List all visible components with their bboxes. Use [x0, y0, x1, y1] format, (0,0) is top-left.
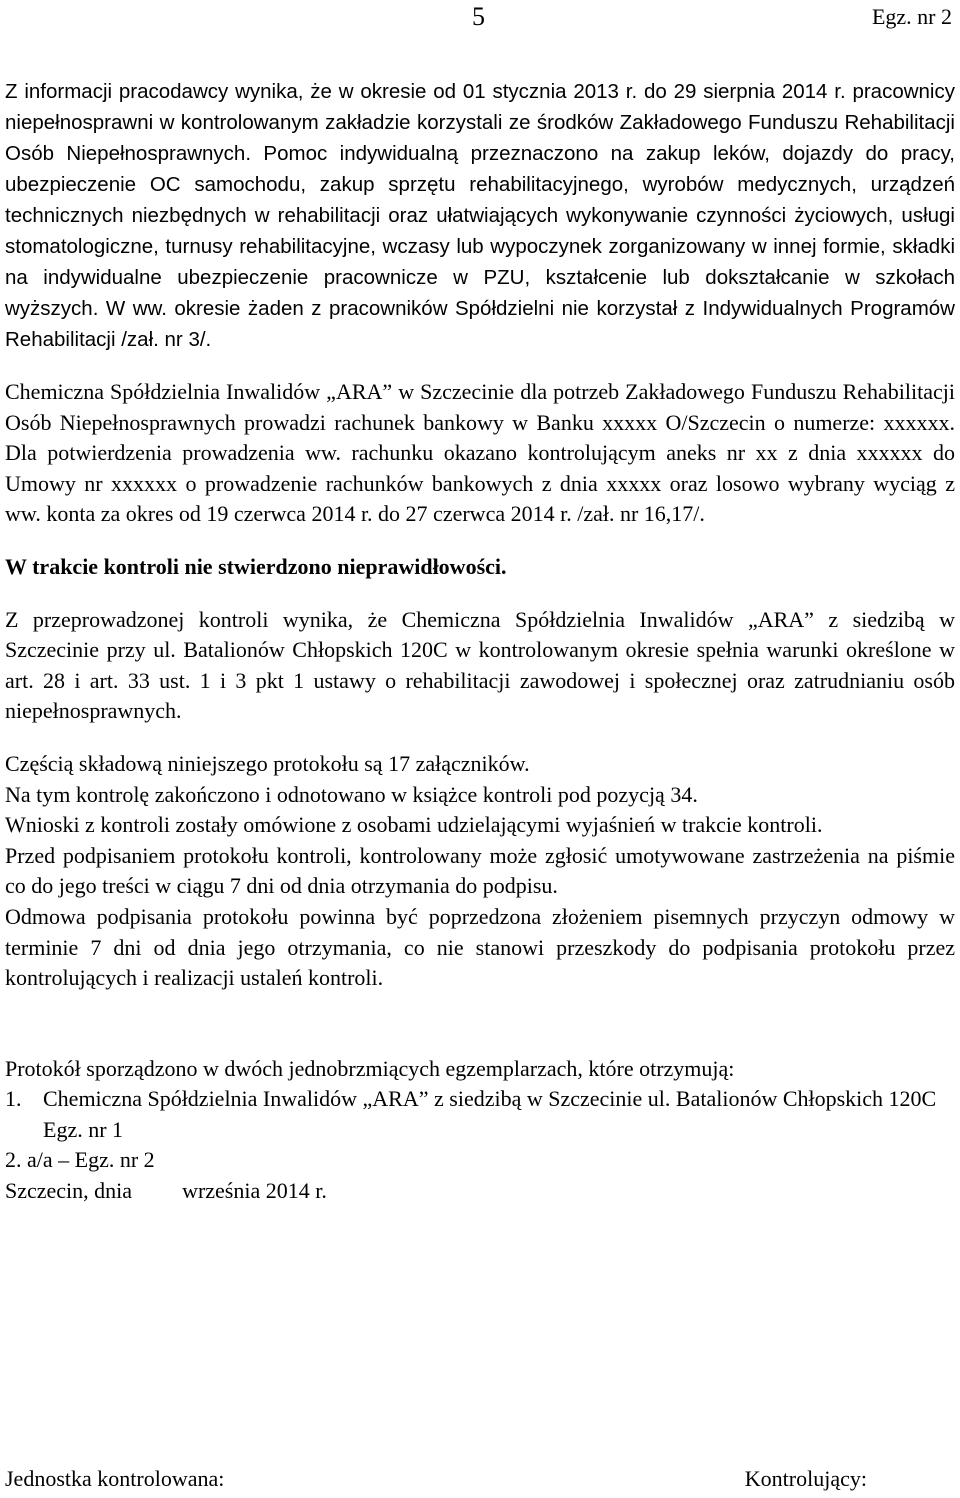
- signature-inspector: Kontrolujący:: [744, 1466, 867, 1491]
- list-item: [5, 1084, 955, 1145]
- distribution-intro: Protokół sporządzono w dwóch jednobrzmiących egzemplarzach, które otrzymują:: [5, 1055, 735, 1081]
- copy-number-label: Egz. nr 2: [871, 4, 952, 29]
- list-item-text: Chemiczna Spółdzielnia Inwalidów „ARA” z siedzibą w Szczecinie ul. Batalionów Chłopskich 120C Egz. nr 1: [43, 1086, 937, 1142]
- closing-provisions: [5, 749, 955, 994]
- list-item-number: 2.: [5, 1147, 22, 1173]
- paragraph-no-irregularities: W trakcie kontroli nie stwierdzono nieprawidłowości.: [5, 553, 507, 579]
- place-and-date: [5, 1176, 955, 1207]
- signature-row: [5, 1464, 955, 1494]
- document-body: [5, 76, 955, 1207]
- list-item-text: a/a – Egz. nr 2: [27, 1147, 155, 1173]
- paragraph-refusal: Odmowa podpisania protokołu powinna być poprzedzona złożeniem pisemnych przyczyn odmowy w terminie 7 dni od dnia jego otrzymania, co nie stanowi przeszkody do podpisania protokołu przez kontrolujących i realizacji ustaleń kontroli.: [5, 903, 955, 991]
- paragraph-control-book: Na tym kontrolę zakończono i odnotowano w książce kontroli pod pozycją 34.: [5, 781, 698, 807]
- paragraph-conclusion: Z przeprowadzonej kontroli wynika, że Chemiczna Spółdzielnia Inwalidów „ARA” z siedzibą w Szczecinie przy ul. Batalionów Chłopskich 120C w kontrolowanym okresie spełnia warunki określone w art. 28 i art. 33 ust. 1 i 3 pkt 1 ustawy o rehabilitacji zawodowej i społecznej oraz zatrudnianiu osób niepełnosprawnych.: [5, 606, 955, 724]
- paragraph-bank-account: Chemiczna Spółdzielnia Inwalidów „ARA” w Szczecinie dla potrzeb Zakładowego Funduszu Rehabilitacji Osób Niepełnosprawnych prowadzi rachunek bankowy w Banku xxxxx O/Szczecin o numerze: xxxxxx. Dla potwierdzenia prowadzenia ww. rachunku okazano kontrolującym aneks nr xx z dnia xxxxxx do Umowy nr xxxxxx o prowadzenie rachunków bankowych z dnia xxxxx oraz losowo wybrany wyciąg z ww. konta za okres od 19 czerwca 2014 r. do 27 czerwca 2014 r. /zał. nr 16,17/.: [5, 379, 955, 527]
- place-date-suffix: września 2014 r.: [182, 1178, 327, 1204]
- signature-controlled-unit: Jednostka kontrolowana:: [5, 1466, 225, 1491]
- paragraph-objections: Przed podpisaniem protokołu kontroli, kontrolowany może zgłosić umotywowane zastrzeżenia na piśmie co do jego treści w ciągu 7 dni od dnia otrzymania do podpisu.: [5, 842, 955, 899]
- page-number: 5: [472, 2, 485, 31]
- distribution-section: [5, 1054, 955, 1207]
- paragraph-attachments: Częścią składową niniejszego protokołu są 17 załączników.: [5, 750, 530, 776]
- list-item-number: 1.: [5, 1086, 22, 1112]
- paragraph-zfron-usage: Z informacji pracodawcy wynika, że w okresie od 01 stycznia 2013 r. do 29 sierpnia 2014 r. pracownicy niepełnosprawni w kontrolowanym zakładzie korzystali ze środków Zakładowego Funduszu Rehabilitacji Osób Niepełnosprawnych. Pomoc indywidualną przeznaczono na zakup leków, dojazdy do pracy, ubezpieczenie OC samochodu, zakup sprzętu rehabilitacyjnego, wyrobów medycznych, urządzeń technicznych niezbędnych w rehabilitacji oraz ułatwiających wykonywanie czynności życiowych, usługi stomatologiczne, turnusy rehabilitacyjne, wczasy lub wypoczynek zorganizowany w innej formie, składki na indywidualne ubezpieczenie pracownicze w PZU, kształcenie lub dokształcanie w szkołach wyższych. W ww. okresie żaden z pracowników Spółdzielni nie korzystał z Indywidualnych Programów Rehabilitacji /zał. nr 3/.: [5, 80, 955, 351]
- place-date-prefix: Szczecin, dnia: [5, 1178, 133, 1204]
- paragraph-conclusions-discussed: Wnioski z kontroli zostały omówione z osobami udzielającymi wyjaśnień w trakcie kontroli.: [5, 812, 823, 838]
- list-item: [5, 1145, 955, 1176]
